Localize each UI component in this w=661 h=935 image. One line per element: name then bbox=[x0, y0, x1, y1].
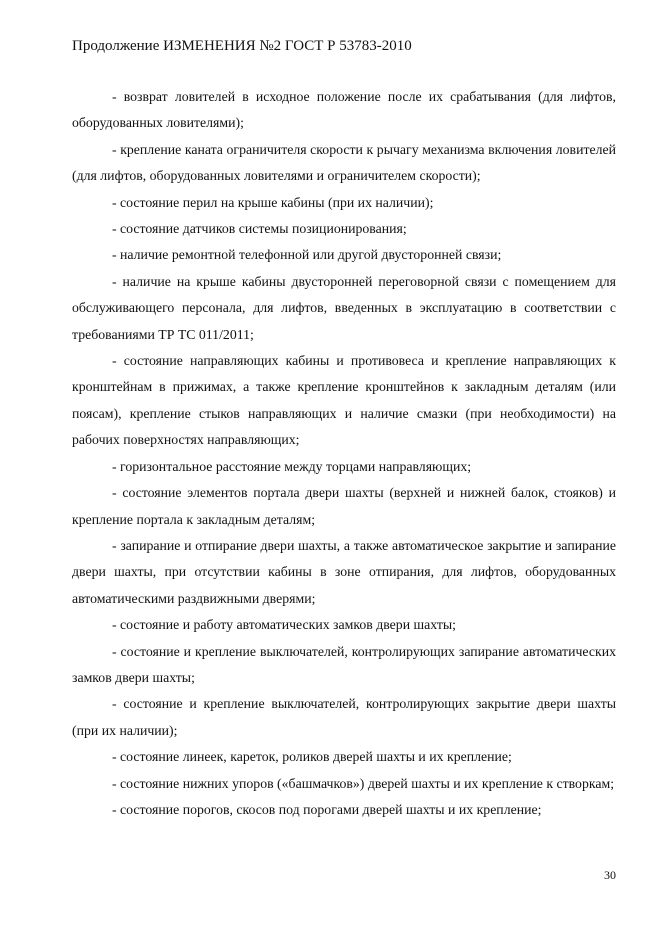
paragraph: - состояние и крепление выключателей, контролирующих закрытие двери шахты (при их наличии); bbox=[72, 696, 616, 738]
paragraph: - состояние порогов, скосов под порогами дверей шахты и их крепление; bbox=[112, 801, 542, 817]
paragraph: - крепление каната ограничителя скорости к рычагу механизма включения ловителей (для лифтов, оборудованных ловителями и ограничителем скорости); bbox=[72, 141, 616, 184]
body-text bbox=[72, 84, 616, 823]
page-header: Продолжение ИЗМЕНЕНИЯ №2 ГОСТ Р 53783-2010 bbox=[72, 38, 412, 54]
paragraph: - состояние и работу автоматических замков двери шахты; bbox=[112, 617, 456, 633]
paragraph: - запирание и отпирание двери шахты, а также автоматическое закрытие и запирание двери шахты, при отсутствии кабины в зоне отпирания, для лифтов, оборудованных автоматическими раздвижными дверями; bbox=[72, 537, 616, 606]
paragraph: - состояние нижних упоров («башмачков») дверей шахты и их крепление к створкам; bbox=[112, 775, 615, 791]
paragraph: - состояние перил на крыше кабины (при их наличии); bbox=[112, 194, 434, 210]
paragraph: - состояние элементов портала двери шахты (верхней и нижней балок, стояков) и крепление портала к закладным деталям; bbox=[72, 485, 616, 527]
page-number: 30 bbox=[604, 868, 616, 882]
paragraph: - состояние датчиков системы позиционирования; bbox=[112, 221, 407, 237]
paragraph: - наличие ремонтной телефонной или другой двусторонней связи; bbox=[112, 247, 502, 263]
paragraph: - состояние направляющих кабины и противовеса и крепление направляющих к кронштейнам в прижимах, а также крепление кронштейнов к закладным деталям (или поясам), крепление стыков направляющих и наличие смазки (при необходимости) на рабочих поверхностях направляющих; bbox=[72, 353, 616, 448]
paragraph: - наличие на крыше кабины двусторонней переговорной связи с помещением для обслуживающего персонала, для лифтов, введенных в эксплуатацию в соответствии с требованиями ТР ТС 011/2011; bbox=[72, 273, 616, 342]
paragraph: - горизонтальное расстояние между торцами направляющих; bbox=[112, 458, 472, 474]
paragraph: - состояние линеек, кареток, роликов дверей шахты и их крепление; bbox=[112, 749, 512, 765]
paragraph: - состояние и крепление выключателей, контролирующих запирание автоматических замков двери шахты; bbox=[72, 643, 616, 685]
paragraph: - возврат ловителей в исходное положение после их срабатывания (для лифтов, оборудованных ловителями); bbox=[72, 89, 616, 131]
